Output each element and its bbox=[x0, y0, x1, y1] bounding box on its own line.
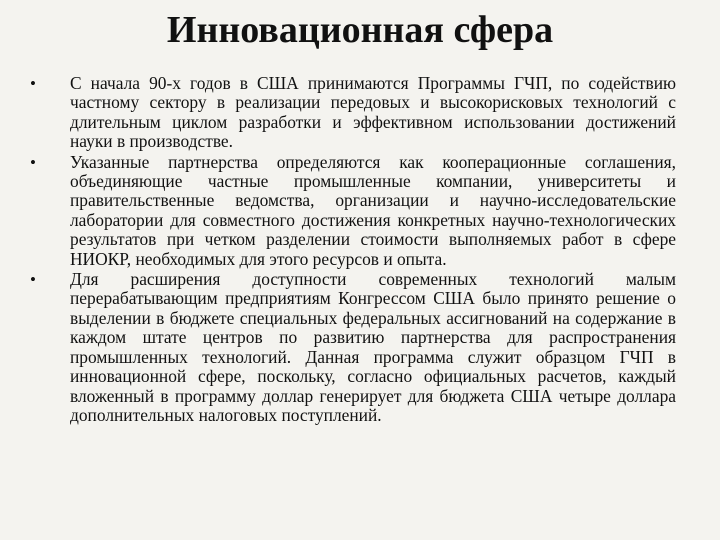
bullet-marker: • bbox=[30, 152, 36, 172]
bullet-item bbox=[30, 153, 676, 269]
bullet-item bbox=[30, 74, 676, 152]
bullet-item bbox=[30, 270, 676, 425]
bullet-list bbox=[30, 74, 676, 426]
bullet-marker: • bbox=[30, 74, 36, 93]
bullet-text: Указанные партнерства определяются как кооперационные соглашения, объединяющие частные промышленные компании, университеты и правительственные ведомства, организации и научно-исследовательские лаборатории для совместного достижения конкретных научно-технологических результатов при четком разделении стоимости выполняемых работ в сфере НИОКР, необходимых для этого ресурсов и опыта. bbox=[70, 151, 676, 269]
bullet-text: С начала 90-х годов в США принимаются Программы ГЧП, по содействию частному сектору в реализации передовых и высокорисковых технологий с длительным циклом разработки и эффективном использовании достижений науки в производстве. bbox=[70, 73, 676, 152]
slide-title: Инновационная сфера bbox=[166, 9, 554, 51]
bullet-marker: • bbox=[30, 270, 36, 290]
bullet-text: Для расширения доступности современных технологий малым перерабатывающим предприятиям Конгрессом США было принято решение о выделении в бюджете специальных федеральных ассигнований на содержание в каждом штате центров по развитию партнерства для распространения промышленных технологий. Данная программа служит образцом ГЧП в инновационной сфере, поскольку, согласно официальных расчетов, каждый вложенный в программу доллар генерирует для бюджета США четыре доллара дополнительных налоговых поступлений. bbox=[70, 269, 676, 425]
